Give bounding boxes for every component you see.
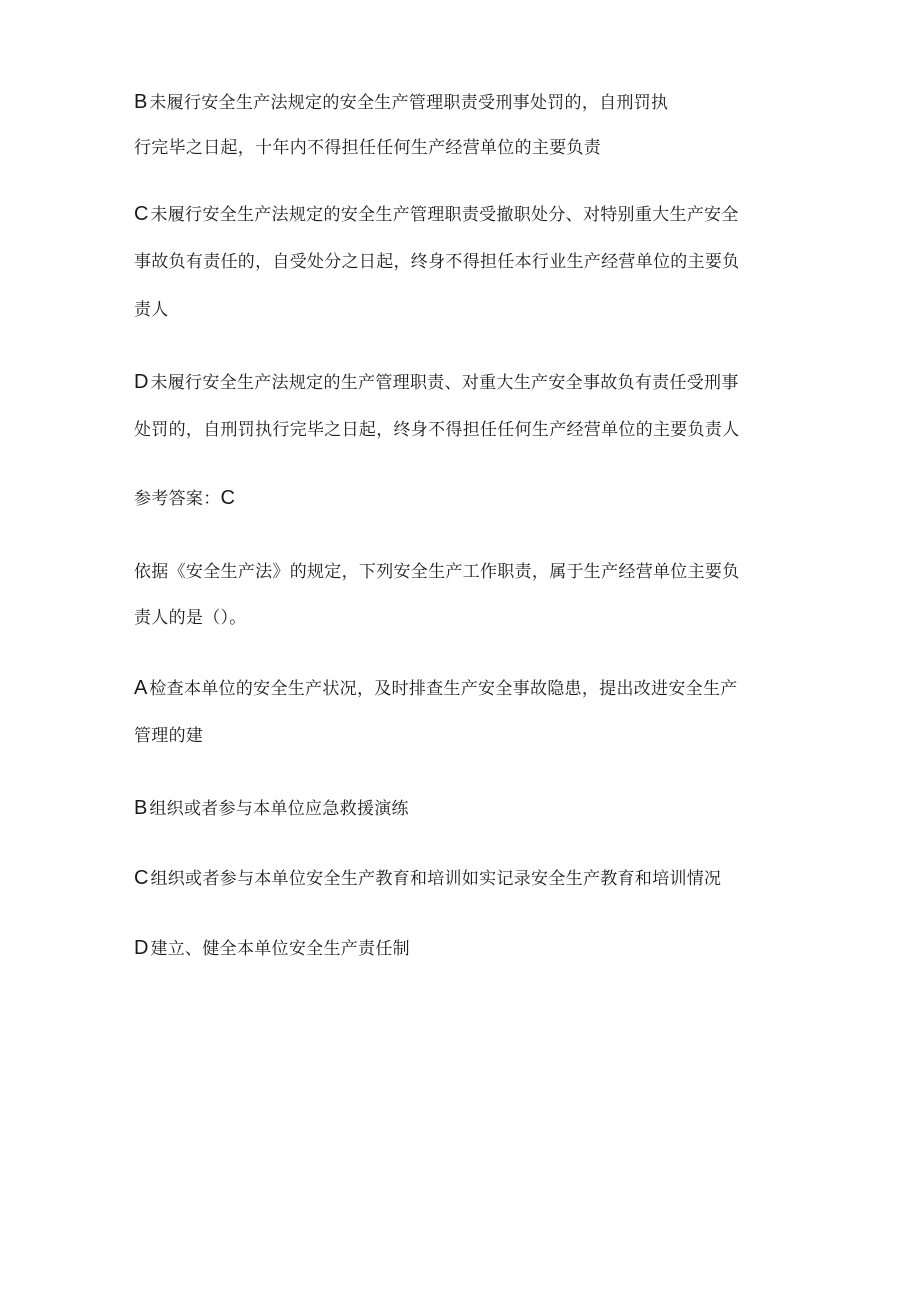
prev-option-d-text-1: 未履行安全生产法规定的生产管理职责、对重大生产安全事故负有责任受刑事 xyxy=(150,373,739,393)
option-b-line-1 xyxy=(134,796,409,821)
prev-option-c-letter: C xyxy=(134,203,149,225)
prev-option-d-text-2: 处罚的，自刑罚执行完毕之日起，终身不得担任任何生产经营单位的主要负责人 xyxy=(134,420,740,440)
question-stem-line-1 xyxy=(134,560,740,584)
prev-option-b-line-1 xyxy=(134,90,668,115)
option-a-letter: A xyxy=(134,677,148,699)
prev-option-b-text-2: 行完毕之日起，十年内不得担任任何生产经营单位的主要负责 xyxy=(134,138,602,158)
question-stem-text-1: 依据《安全生产法》的规定，下列安全生产工作职责，属于生产经营单位主要负 xyxy=(134,562,740,582)
option-c-letter: C xyxy=(134,867,149,889)
answer-value: C xyxy=(220,487,235,509)
option-b-text-1: 组织或者参与本单位应急救援演练 xyxy=(149,799,409,819)
question-stem-line-2 xyxy=(134,606,247,630)
prev-option-c-line-3 xyxy=(134,298,169,322)
option-c-text-1: 组织或者参与本单位安全生产教育和培训如实记录安全生产教育和培训情况 xyxy=(150,869,722,889)
option-a-line-1 xyxy=(134,676,738,701)
answer-label: 参考答案： xyxy=(134,489,221,509)
prev-option-c-line-1 xyxy=(134,202,739,227)
prev-option-c-text-2: 事故负有责任的，自受处分之日起，终身不得担任本行业生产经营单位的主要负 xyxy=(134,252,740,272)
option-a-text-1: 检查本单位的安全生产状况，及时排查生产安全事故隐患，提出改进安全生产 xyxy=(149,679,738,699)
prev-option-b-letter: B xyxy=(134,91,148,113)
prev-option-b-line-2 xyxy=(134,136,601,160)
prev-option-b-text-1: 未履行安全生产法规定的安全生产管理职责受刑事处罚的，自刑罚执 xyxy=(149,93,669,113)
option-b-letter: B xyxy=(134,797,148,819)
question-stem-text-2: 责人的是（）。 xyxy=(134,608,247,628)
prev-option-d-letter: D xyxy=(134,371,149,393)
option-d-text-1: 建立、健全本单位安全生产责任制 xyxy=(150,939,410,959)
option-a-line-2 xyxy=(134,724,203,748)
option-d-letter: D xyxy=(134,937,149,959)
prev-option-c-text-1: 未履行安全生产法规定的安全生产管理职责受撤职处分、对特别重大生产安全 xyxy=(150,205,739,225)
prev-option-d-line-1 xyxy=(134,370,739,395)
prev-option-d-line-2 xyxy=(134,418,740,442)
prev-option-c-text-3: 责人 xyxy=(134,300,169,320)
reference-answer xyxy=(134,486,237,511)
option-c-line-1 xyxy=(134,866,721,891)
prev-option-c-line-2 xyxy=(134,250,740,274)
option-d-line-1 xyxy=(134,936,410,961)
option-a-text-2: 管理的建 xyxy=(134,726,204,746)
